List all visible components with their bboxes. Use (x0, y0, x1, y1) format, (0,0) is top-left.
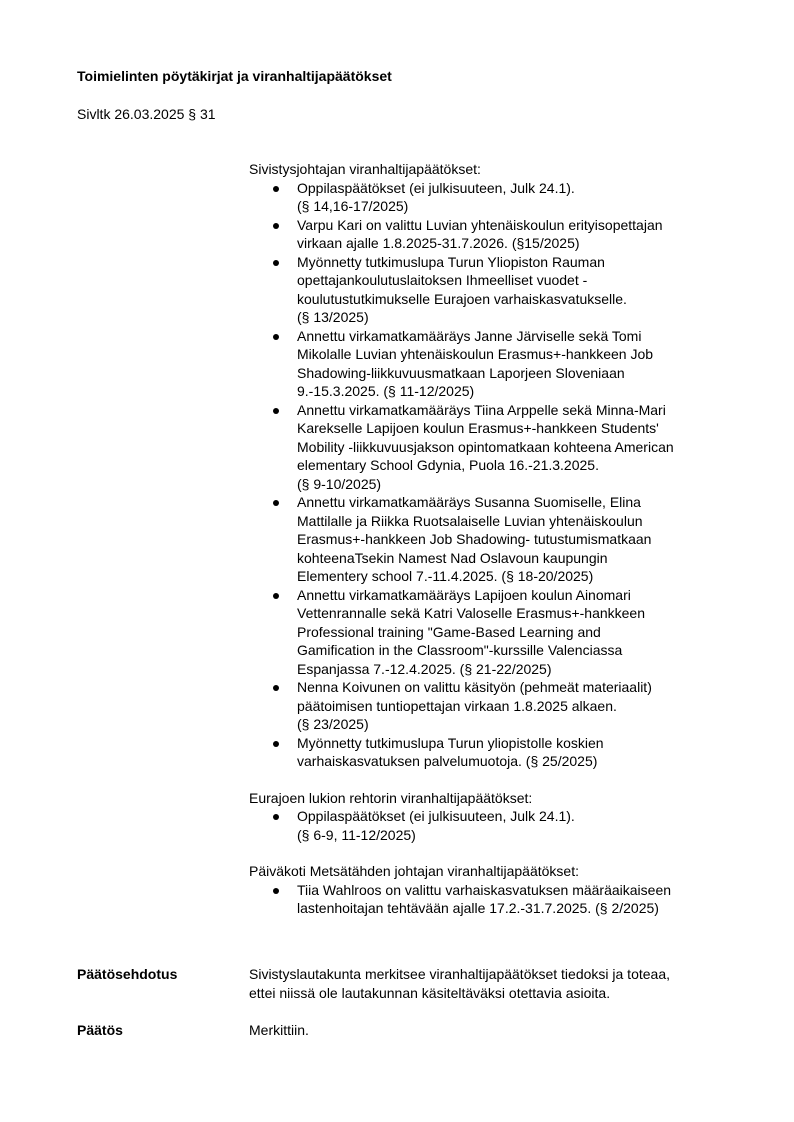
list-item-line: Elementery school 7.-11.4.2025. (§ 18-20/2025) (297, 568, 594, 584)
list-item-line: opettajankoulutuslaitoksen Ihmeelliset vuodet - (297, 272, 588, 288)
list-item-line: Varpu Kari on valittu Luvian yhtenäiskoulun erityisopettajan (297, 216, 663, 233)
list-item-line: varhaiskasvatuksen palvelumuotoja. (§ 25/2025) (297, 753, 598, 769)
decision-list (249, 179, 739, 771)
decision-group (249, 789, 739, 845)
list-item-line: Annettu virkamatkamääräys Lapijoen koulun Ainomari (297, 586, 631, 603)
list-item-line: Tiia Wahlroos on valittu varhaiskasvatuksen määräaikaiseen (297, 881, 672, 898)
list-item-line: (§ 9-10/2025) (297, 475, 382, 492)
list-item-line: (§ 23/2025) (297, 716, 369, 732)
proposal-line: Sivistyslautakunta merkitsee viranhaltijapäätökset tiedoksi ja toteaa, (249, 966, 670, 982)
list-item-line: (§ 13/2025) (297, 309, 369, 325)
bullet-icon (273, 408, 279, 414)
list-item-line: kohteenaTsekin Namest Nad Oslavoun kaupungin (297, 549, 608, 566)
list-item-line: virkaan ajalle 1.8.2025-31.7.2026. (§15/2025) (297, 235, 580, 251)
list-item (249, 881, 739, 918)
list-item-line: Shadowing-liikkuvuusmatkaan Laporjeen Sloveniaan (297, 364, 625, 381)
bullet-icon (273, 888, 279, 894)
list-item-line: Professional training "Game-Based Learning and (297, 623, 601, 640)
list-item-line: Myönnetty tutkimuslupa Turun yliopistolle koskien (297, 734, 604, 751)
bullet-icon (273, 685, 279, 691)
decision-list (249, 807, 739, 844)
list-item (249, 586, 739, 679)
decision-list (249, 881, 739, 918)
list-item-line: Oppilaspäätökset (ei julkisuuteen, Julk 24.1). (297, 808, 575, 824)
list-item (249, 807, 739, 844)
decision-text: Merkittiin. (249, 1022, 309, 1038)
meeting-reference: Sivltk 26.03.2025 § 31 (77, 106, 216, 122)
group-title: Sivistysjohtajan viranhaltijapäätökset: (249, 161, 481, 177)
list-item-line: Annettu virkamatkamääräys Tiina Arppelle sekä Minna-Mari (297, 401, 666, 418)
list-item-line: Espanjassa 7.-12.4.2025. (§ 21-22/2025) (297, 660, 552, 677)
group-spacer (249, 844, 739, 862)
list-item (249, 179, 739, 216)
list-item-line: päätoimisen tuntiopettajan virkaan 1.8.2025 alkaen. (297, 697, 617, 714)
bullet-icon (273, 814, 279, 820)
group-title: Eurajoen lukion rehtorin viranhaltijapäätökset: (249, 789, 533, 806)
list-item (249, 734, 739, 771)
list-item-line: Annettu virkamatkamääräys Susanna Suomiselle, Elina (297, 494, 641, 510)
list-item (249, 216, 739, 253)
list-item-line: Erasmus+-hankkeen Job Shadowing- tutustumismatkaan (297, 531, 652, 547)
proposal-label: Päätösehdotus (77, 966, 178, 982)
list-item-line: 9.-15.3.2025. (§ 11-12/2025) (297, 383, 475, 399)
bullet-icon (273, 500, 279, 506)
bullet-icon (273, 593, 279, 599)
decisions-content (249, 160, 739, 918)
list-item-line: Mobility -liikkuvuusjakson opintomatkaan kohteena American (297, 438, 674, 455)
list-item (249, 493, 739, 586)
list-item (249, 327, 739, 401)
list-item (249, 678, 739, 734)
list-item-line: Oppilaspäätökset (ei julkisuuteen, Julk 24.1). (297, 179, 575, 196)
group-spacer (249, 771, 739, 789)
proposal-text (249, 965, 739, 1002)
list-item-line: Mikolalle Luvian yhtenäiskoulun Erasmus+-hankkeen Job (297, 346, 654, 362)
group-title: Päiväkoti Metsätähden johtajan viranhaltijapäätökset: (249, 863, 579, 879)
list-item-line: Myönnetty tutkimuslupa Turun Yliopiston Rauman (297, 253, 605, 270)
list-item-line: elementary School Gdynia, Puola 16.-21.3.2025. (297, 457, 599, 473)
bullet-icon (273, 334, 279, 340)
list-item-line: Annettu virkamatkamääräys Janne Järviselle sekä Tomi (297, 327, 642, 344)
bullet-icon (273, 741, 279, 747)
bullet-icon (273, 186, 279, 192)
list-item-line: Vettenrannalle sekä Katri Valoselle Erasmus+-hankkeen (297, 605, 645, 621)
list-item-line: Karekselle Lapijoen koulun Erasmus+-hankkeen Students' (297, 420, 659, 436)
list-item-line: Mattilalle ja Riikka Ruotsalaiselle Luvian yhtenäiskoulun (297, 512, 643, 529)
document-heading: Toimielinten pöytäkirjat ja viranhaltijapäätökset (77, 68, 392, 84)
list-item-line: (§ 14,16-17/2025) (297, 198, 409, 214)
list-item (249, 401, 739, 494)
bullet-icon (273, 223, 279, 229)
list-item (249, 253, 739, 327)
list-item-line: (§ 6-9, 11-12/2025) (297, 826, 416, 843)
list-item-line: lastenhoitajan tehtävään ajalle 17.2.-31.7.2025. (§ 2/2025) (297, 900, 659, 916)
decision-label: Päätös (77, 1022, 123, 1038)
decision-group (249, 160, 739, 771)
bullet-icon (273, 260, 279, 266)
proposal-line: ettei niissä ole lautakunnan käsiteltäväksi otettavia asioita. (249, 984, 611, 1001)
list-item-line: Gamification in the Classroom"-kurssille Valenciassa (297, 642, 623, 658)
decision-group (249, 862, 739, 918)
list-item-line: koulutustutkimukselle Eurajoen varhaiskasvatukselle. (297, 290, 627, 307)
list-item-line: Nenna Koivunen on valittu käsityön (pehmeät materiaalit) (297, 679, 652, 695)
